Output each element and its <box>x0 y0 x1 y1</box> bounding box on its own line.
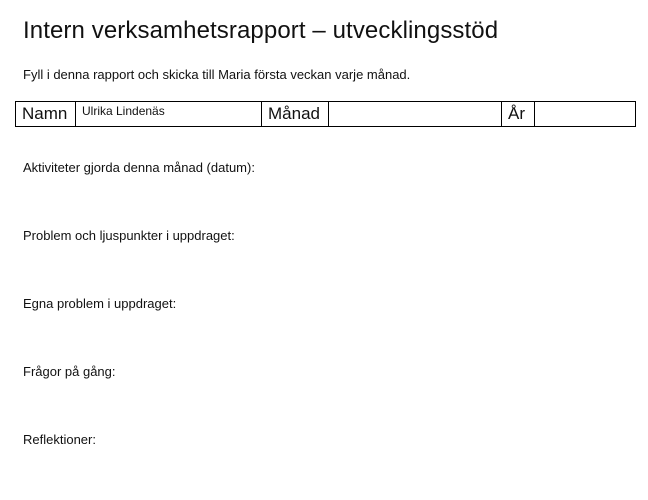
document-title: Intern verksamhetsrapport – utvecklingsstöd <box>23 17 499 44</box>
header-row <box>16 102 636 127</box>
name-label: Namn <box>16 102 76 127</box>
section-activities: Aktiviteter gjorda denna månad (datum): <box>23 160 255 175</box>
report-header-table <box>15 101 636 127</box>
section-reflections: Reflektioner: <box>23 432 96 447</box>
year-field[interactable] <box>535 102 636 127</box>
month-label: Månad <box>262 102 329 127</box>
year-label: År <box>502 102 535 127</box>
section-ongoing-questions: Frågor på gång: <box>23 364 116 379</box>
name-field[interactable]: Ulrika Lindenäs <box>76 102 262 127</box>
instruction-text: Fyll i denna rapport och skicka till Maria första veckan varje månad. <box>23 67 411 82</box>
section-own-problems: Egna problem i uppdraget: <box>23 296 177 311</box>
section-problems-highlights: Problem och ljuspunkter i uppdraget: <box>23 228 235 243</box>
month-field[interactable] <box>329 102 502 127</box>
